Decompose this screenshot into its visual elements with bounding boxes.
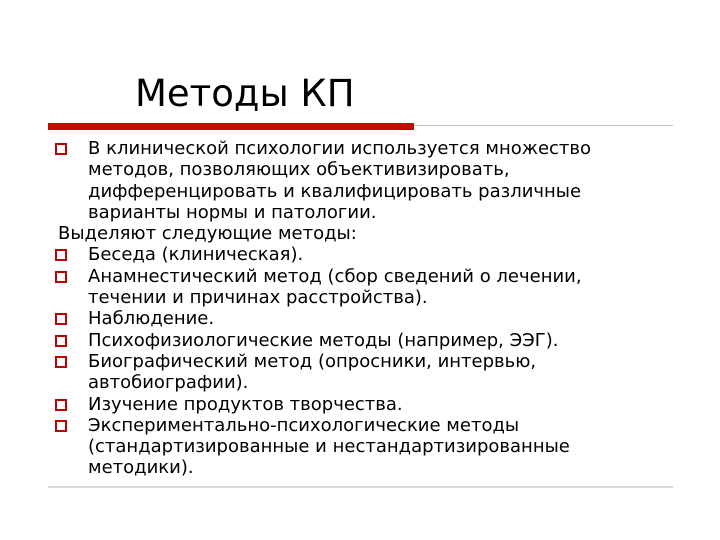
square-bullet-icon xyxy=(55,335,67,347)
intro-item xyxy=(52,138,662,223)
method-line: течении и причинах расстройства). xyxy=(88,287,428,309)
method-item xyxy=(52,266,662,309)
method-line: Биографический метод (опросники, интервью, xyxy=(88,350,537,372)
method-line: Экспериментально-психологические методы xyxy=(88,414,520,436)
method-line: методики). xyxy=(88,457,194,479)
intro-line: варианты нормы и патологии. xyxy=(88,201,377,223)
lead-in-text: Выделяют следующие методы: xyxy=(58,223,357,245)
method-line: Анамнестический метод (сбор сведений о лечении, xyxy=(88,265,582,287)
method-item xyxy=(52,415,662,479)
square-bullet-icon xyxy=(55,399,67,411)
method-line: Изучение продуктов творчества. xyxy=(88,393,403,415)
method-line: Психофизиологические методы (например, ЭЭГ). xyxy=(88,329,559,351)
method-item xyxy=(52,351,662,394)
method-item xyxy=(52,394,662,415)
method-item xyxy=(52,330,662,351)
square-bullet-icon xyxy=(55,356,67,368)
intro-line: дифференцировать и квалифицировать различные xyxy=(88,180,582,202)
square-bullet-icon xyxy=(55,271,67,283)
method-line: Наблюдение. xyxy=(88,308,215,330)
intro-line: В клинической психологии используется множество xyxy=(88,138,592,159)
method-line: автобиографии). xyxy=(88,372,249,394)
square-bullet-icon xyxy=(55,143,67,155)
title-accent-bar xyxy=(48,123,414,130)
method-item xyxy=(52,308,662,329)
square-bullet-icon xyxy=(55,420,67,432)
square-bullet-icon xyxy=(55,313,67,325)
slide-content xyxy=(52,138,662,479)
footer-divider xyxy=(48,486,673,488)
method-line: (стандартизированные и нестандартизированные xyxy=(88,436,570,458)
intro-line: методов, позволяющих объективизировать, xyxy=(88,159,510,181)
slide-title: Методы КП xyxy=(135,72,355,115)
square-bullet-icon xyxy=(55,249,67,261)
method-item xyxy=(52,244,662,265)
method-line: Беседа (клиническая). xyxy=(88,244,304,266)
